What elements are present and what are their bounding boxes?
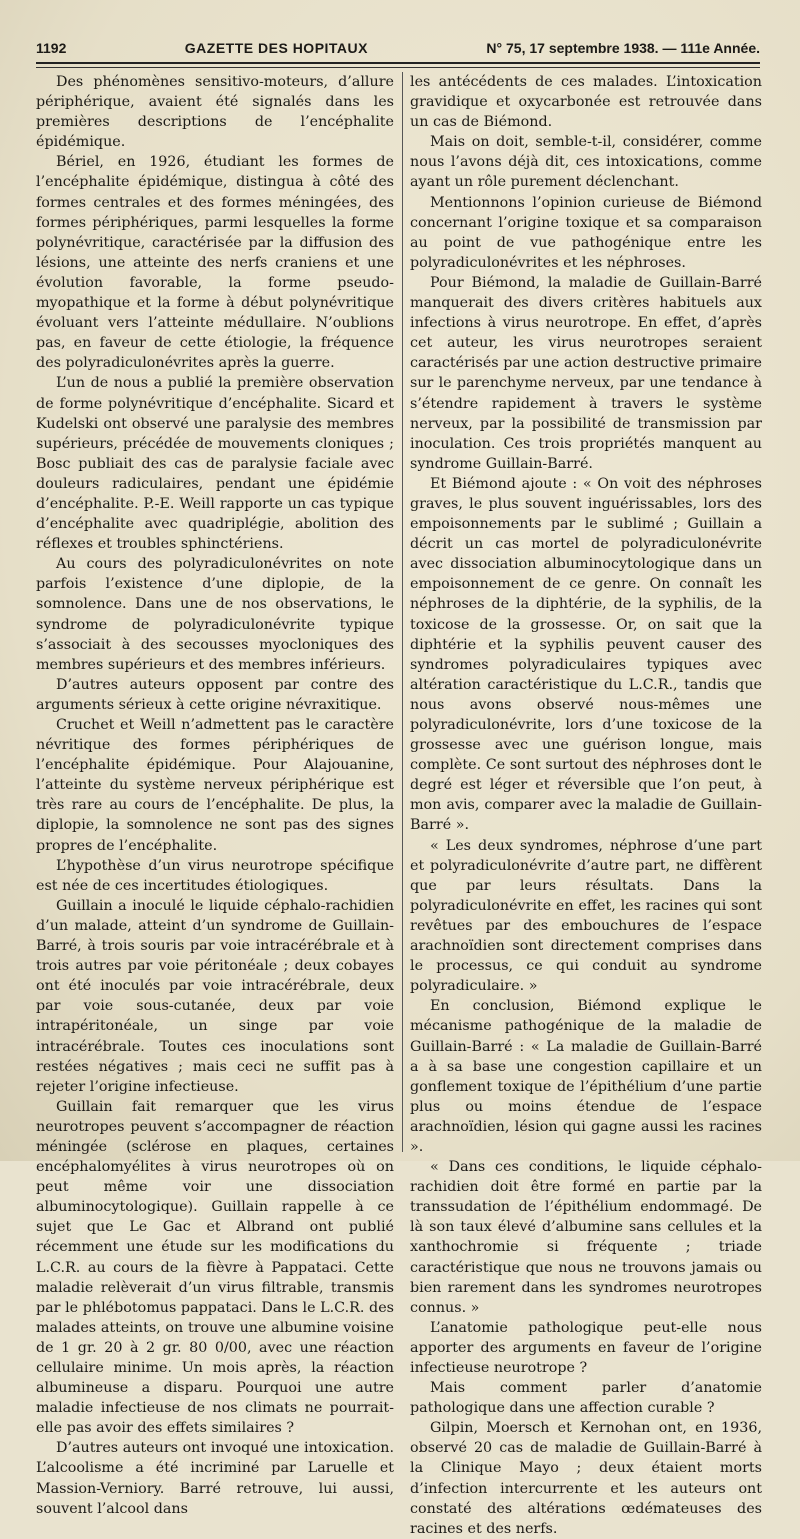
paragraph: Mentionnons l’opinion curieuse de Biémond concernant l’origine toxique et sa comparaison au point de vue pathogénique entre les polyradiculonévrites et les néphroses. [410, 194, 762, 271]
paragraph: L’anatomie pathologique peut-elle nous apporter des arguments en faveur de l’origine infectieuse neurotrope ? [410, 1319, 762, 1376]
paragraph: les antécédents de ces malades. L’intoxication gravidique et oxycarbonée est retrouvée dans un cas de Biémond. [410, 74, 762, 131]
header-rule-thin [36, 67, 760, 68]
paragraph: Mais on doit, semble-t-il, considérer, comme nous l’avons déjà dit, ces intoxications, comme ayant un rôle purement déclenchant. [410, 134, 762, 191]
paragraph: En conclusion, Biémond explique le mécanisme pathogénique de la maladie de Guillain-Barré : « La maladie de Guillain-Barré a à sa base une congestion capillaire et un gonflement toxique de l’épithélium d’une partie plus ou moins étendue de l’espace arachnoïdien, lésion qui gagne aussi les racines ». [410, 998, 762, 1155]
paragraph: Et Biémond ajoute : « On voit des néphroses graves, le plus souvent inguérissables, lors des empoisonnements par le sublimé ; Guillain a décrit un cas mortel de polyradiculonévrite avec dissociation albuminocytologique dans un empoisonnement de ce genre. On connaît les néphroses de la diphtérie, de la syphilis, de la toxicose de la grossesse. Or, on sait que la diphtérie et la syphilis peuvent causer des syndromes polyradiculaires typiques avec altération caractéristique du L.C.R., tandis que nous avons observé nous-mêmes une polyradiculonévrite, lors d’une toxicose de la grossesse avec une guérison longue, mais complète. Ce sont surtout des néphroses dont le degré est léger et réversible que l’on peut, à mon avis, comparer avec la maladie de Guillain-Barré ». [410, 475, 762, 834]
paragraph: Pour Biémond, la maladie de Guillain-Barré manquerait des divers critères habituels aux infections à virus neurotrope. En effet, d’après cet auteur, les virus neurotropes seraient caractérisés par une action destructive primaire sur le parenchyme nerveux, par une tendance à s’étendre rapidement à travers le système nerveux, par la possibilité de transmission par inoculation. Ces trois propriétés manquent au syndrome Guillain-Barré. [410, 274, 762, 472]
page-number: 1192 [36, 40, 67, 56]
column-divider [402, 72, 403, 1152]
paragraph: Des phénomènes sensitivo-moteurs, d’allure périphérique, avaient été signalés dans les premières descriptions de l’encéphalite épidémique. [36, 74, 394, 151]
paragraph: « Dans ces conditions, le liquide céphalo-rachidien doit être formé en partie par la transsudation de l’épithélium endommagé. De là son taux élevé d’albumine sans cellules et la xanthochromie si fréquente ; triade caractéristique que nous ne trouvons jamais ou bien rarement dans les syndromes neurotropes connus. » [410, 1159, 762, 1316]
paragraph: D’autres auteurs ont invoqué une intoxication. L’alcoolisme a été incriminé par Laruelle et Massion-Verniory. Barré retrouve, lui aussi, souvent l’alcool dans [36, 1440, 394, 1517]
paragraph: Guillain fait remarquer que les virus neurotropes peuvent s’accompagner de réaction méningée (sclérose en plaques, certaines encéphalomyélites à virus neurotropes où on peut même voir une dissociation albuminocytologique). Guillain rappelle à ce sujet que Le Gac et Albrand ont publié récemment une étude sur les modifications du L.C.R. au cours de la fièvre à Pappataci. Cette maladie relèverait d’un virus filtrable, transmis par le phlébotomus pappataci. Dans le L.C.R. des malades atteints, on trouve une albumine voisine de 1 gr. 20 à 2 gr. 80 0/00, avec une réaction cellulaire minime. Un mois après, la réaction albumineuse a disparu. Pourquoi une autre maladie infectieuse de nos climats ne pourrait-elle pas avoir des effets similaires ? [36, 1098, 394, 1437]
paragraph: Guillain a inoculé le liquide céphalo-rachidien d’un malade, atteint d’un syndrome de Guillain-Barré, à trois souris par voie intracérébrale et à trois autres par voie péritonéale ; deux cobayes ont été inoculés par voie intracérébrale, deux par voie sous-cutanée, deux par voie intrapéritonéale, un singe par voie intracérébrale. Toutes ces inoculations sont restées négatives ; mais ceci ne suffit pas à rejeter l’origine infectieuse. [36, 897, 394, 1095]
publication-title: GAZETTE DES HOPITAUX [184, 40, 368, 56]
left-column [36, 72, 394, 1519]
paragraph: Gilpin, Moersch et Kernohan ont, en 1936, observé 20 cas de maladie de Guillain-Barré à la Clinique Mayo ; deux étaient morts d’infection intercurrente et les auteurs ont constaté des altérations œdémateuses des racines et des nerfs. [410, 1420, 762, 1537]
paragraph: « Les deux syndromes, néphrose d’une part et polyradiculonévrite d’autre part, ne diffèrent que par leurs résultats. Dans la polyradiculonévrite en effet, les racines qui sont revêtues par des embouchures de l’espace arachnoïdien sont directement comprises dans le processus, ce qui conduit au syndrome polyradiculaire. » [410, 837, 762, 995]
paragraph: Bériel, en 1926, étudiant les formes de l’encéphalite épidémique, distingua à côté des formes centrales et des formes méningées, des formes périphériques, parmi lesquelles la forme polynévritique, caractérisée par la diffusion des lésions, une atteinte des nerfs craniens et une évolution favorable, la forme pseudo-myopathique et la forme à début polynévritique évoluant vers l’atteinte médullaire. N’oublions pas, en faveur de cette étiologie, la fréquence des polyradiculonévrites après la guerre. [36, 154, 394, 372]
paragraph: Mais comment parler d’anatomie pathologique dans une affection curable ? [410, 1380, 762, 1417]
paragraph: L’un de nous a publié la première observation de forme polynévritique d’encéphalite. Sicard et Kudelski ont observé une paralysie des membres supérieurs, précédée de mouvements cloniques ; Bosc publiait des cas de paralysie faciale avec douleurs radiculaires, pendant une épidémie d’encéphalite. P.-E. Weill rapporte un cas typique d’encéphalite avec quadriplégie, abolition des réflexes et troubles sphinctériens. [36, 375, 394, 553]
paragraph: L’hypothèse d’un virus neurotrope spécifique est née de ces incertitudes étiologiques. [36, 857, 394, 894]
paragraph: Cruchet et Weill n’admettent pas le caractère névritique des formes périphériques de l’encéphalite épidémique. Pour Alajouanine, l’atteinte du système nerveux périphérique est très rare au cours de l’encéphalite. De plus, la diplopie, la somnolence ne sont pas des signes propres de l’encéphalite. [36, 717, 394, 854]
paragraph: D’autres auteurs opposent par contre des arguments sérieux à cette origine névraxitique. [36, 676, 394, 713]
issue-info: N° 75, 17 septembre 1938. — 111e Année. [486, 40, 760, 56]
paragraph: Au cours des polyradiculonévrites on note parfois l’existence d’une diplopie, de la somnolence. Dans une de nos observations, le syndrome de polyradiculonévrite typique s’associait à des secousses myocloniques des membres supérieurs et des membres inférieurs. [36, 556, 394, 673]
right-column [410, 72, 762, 1539]
header-rule [36, 62, 760, 64]
